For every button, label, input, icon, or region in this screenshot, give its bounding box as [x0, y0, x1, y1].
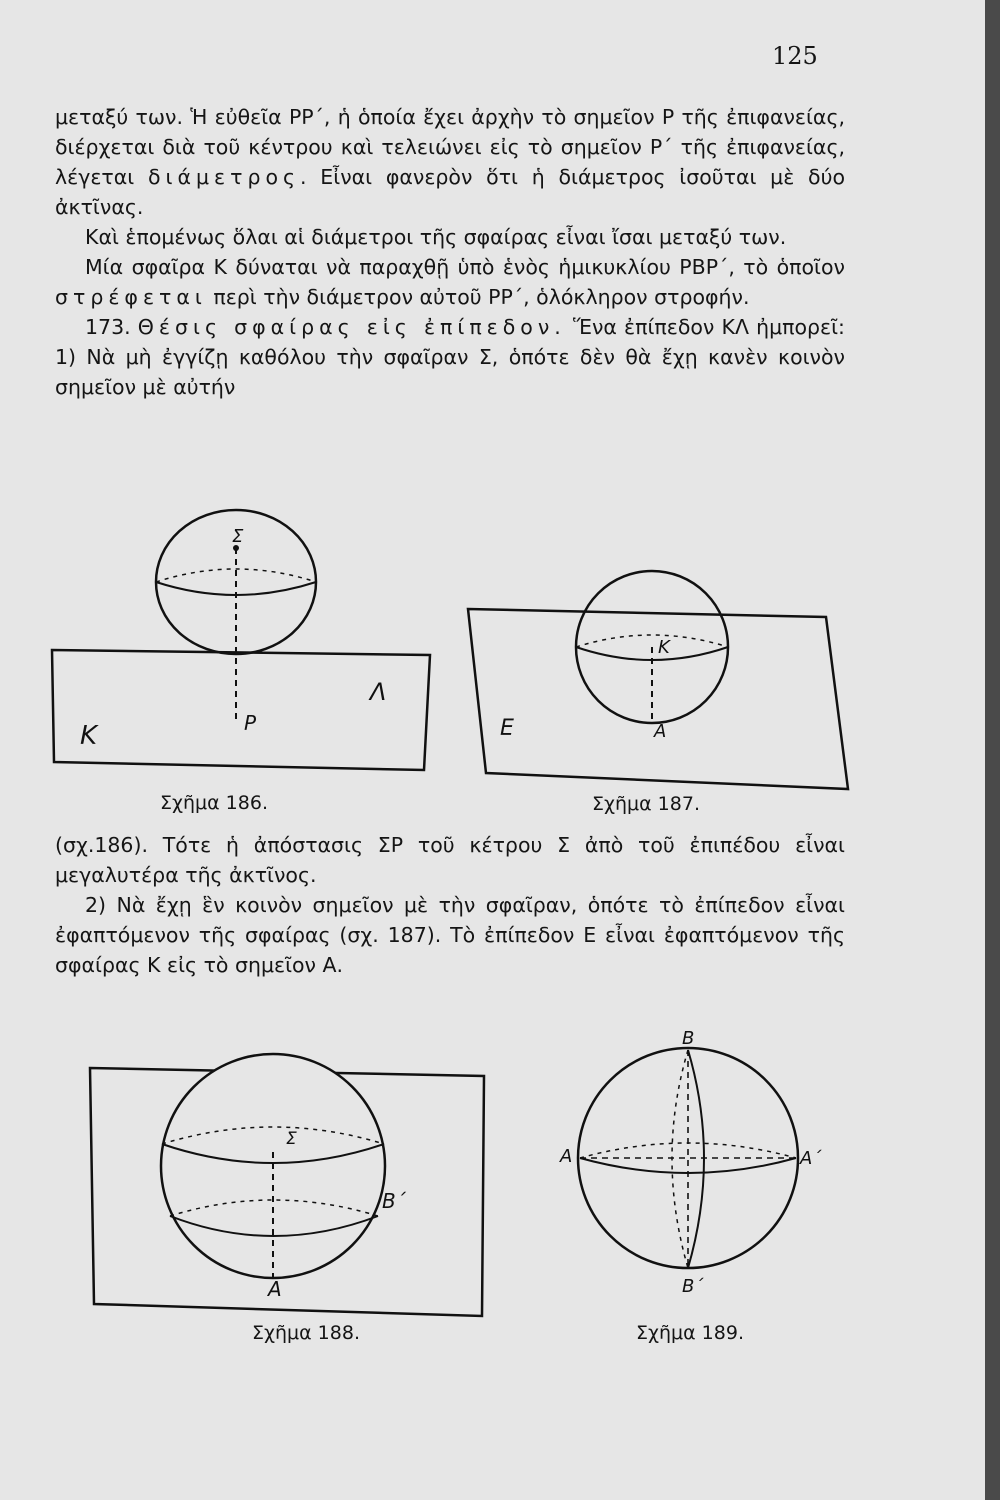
- caption-189: Σχῆμα 189.: [636, 1322, 744, 1344]
- term-rotates: στρέφεται: [55, 285, 207, 309]
- text-upper: [55, 102, 845, 402]
- section-title: Θέσις σφαίρας εἰς ἐπίπεδον.: [137, 315, 566, 339]
- figure-188: [88, 1048, 488, 1348]
- sphere-equator-back: [576, 635, 728, 647]
- paragraph-distance: (σχ.186). Τότε ἡ ἀπόστασις ΣΡ τοῦ κέτρου Σ ἀπὸ τοῦ ἐπιπέδου εἶναι μεγαλυτέρα τῆς ἀκτῖνος.: [55, 833, 845, 887]
- label-a: Α: [268, 1277, 282, 1301]
- paragraph-diameter: μεταξύ των. Ἡ εὐθεῖα ΡΡ΄, ἡ ὁποία ἔχει ἀρχὴν τὸ σημεῖον Ρ τῆς ἐπιφανείας, διέρχεται διὰ τοῦ κέντρου καὶ τελειώνει εἰς τὸ σημεῖον Ρ΄ τῆς ἐπιφανείας, λέγεται διάμετρος. Εἶναι φανερὸν ὅτι ἡ διάμετρος ἰσοῦται μὲ δύο ἀκτῖνας.: [55, 105, 845, 219]
- meridian-front: [688, 1050, 704, 1268]
- paragraph-sphere-plane: 173. Θέσις σφαίρας εἰς ἐπίπεδον. Ἕνα ἐπίπεδον ΚΛ ἠμπορεῖ: 1) Νὰ μὴ ἐγγίζῃ καθόλου τὴν σφαῖραν Σ, ὁπότε δὲν θὰ ἔχῃ κανὲν κοινὸν σημεῖον μὲ αὐτήν: [55, 315, 845, 399]
- plane-kl: [52, 650, 430, 770]
- sphere-189: [578, 1048, 798, 1268]
- text-middle: [55, 830, 845, 980]
- label-b-prime: Β΄: [682, 1276, 704, 1297]
- figure-187-drawing: [466, 565, 866, 827]
- figure-186-drawing: [48, 512, 438, 822]
- section-number: 173.: [85, 315, 131, 339]
- label-e: Ε: [500, 716, 514, 741]
- paragraph-tangent: 2) Νὰ ἔχῃ ἓν κοινὸν σημεῖον μὲ τὴν σφαῖραν, ὁπότε τὸ ἐπίπεδον εἶναι ἐφαπτόμενον τῆς σφαίρας (σχ. 187). Τὸ ἐπίπεδον Ε εἶναι ἐφαπτόμενον τῆς σφαίρας Κ εἰς τὸ σημεῖον Α.: [55, 893, 845, 977]
- paragraph-generation: Μία σφαῖρα Κ δύναται νὰ παραχθῇ ὑπὸ ἑνὸς ἡμικυκλίου ΡΒΡ΄, τὸ ὁποῖον στρέφεται περὶ τὴν διάμετρον αὐτοῦ ΡΡ΄, ὁλόκληρον στροφήν.: [55, 255, 845, 309]
- label-k: Κ: [80, 721, 98, 751]
- label-a: Α: [654, 721, 667, 742]
- term-diameter: διάμετρος: [147, 165, 301, 189]
- label-b-prime: Β΄: [382, 1189, 406, 1213]
- figure-189: [560, 1028, 870, 1348]
- plane-e: [468, 609, 848, 789]
- paragraph-equal-diameters: Καὶ ἑπομένως ὅλαι αἱ διάμετροι τῆς σφαίρας εἶναι ἴσαι μεταξύ των.: [85, 225, 787, 249]
- caption-187: Σχῆμα 187.: [592, 793, 700, 815]
- label-center-s: Σ: [286, 1129, 297, 1149]
- figure-187: [466, 565, 866, 827]
- figure-189-drawing: [560, 1028, 870, 1348]
- caption-186: Σχῆμα 186.: [160, 792, 268, 814]
- figure-188-drawing: [88, 1048, 488, 1348]
- caption-188: Σχῆμα 188.: [252, 1322, 360, 1344]
- label-a-prime: Α΄: [800, 1148, 822, 1169]
- book-spine: [985, 0, 1000, 1500]
- label-a: Α: [560, 1146, 573, 1167]
- meridian-back: [672, 1050, 688, 1268]
- page-number: 125: [772, 42, 818, 70]
- label-p: Ρ: [244, 711, 257, 735]
- label-b: Β: [682, 1028, 695, 1049]
- label-center-k: Κ: [658, 637, 670, 658]
- figure-186: [48, 512, 438, 822]
- label-center-s: Σ: [232, 526, 244, 547]
- label-l: Λ: [370, 678, 387, 706]
